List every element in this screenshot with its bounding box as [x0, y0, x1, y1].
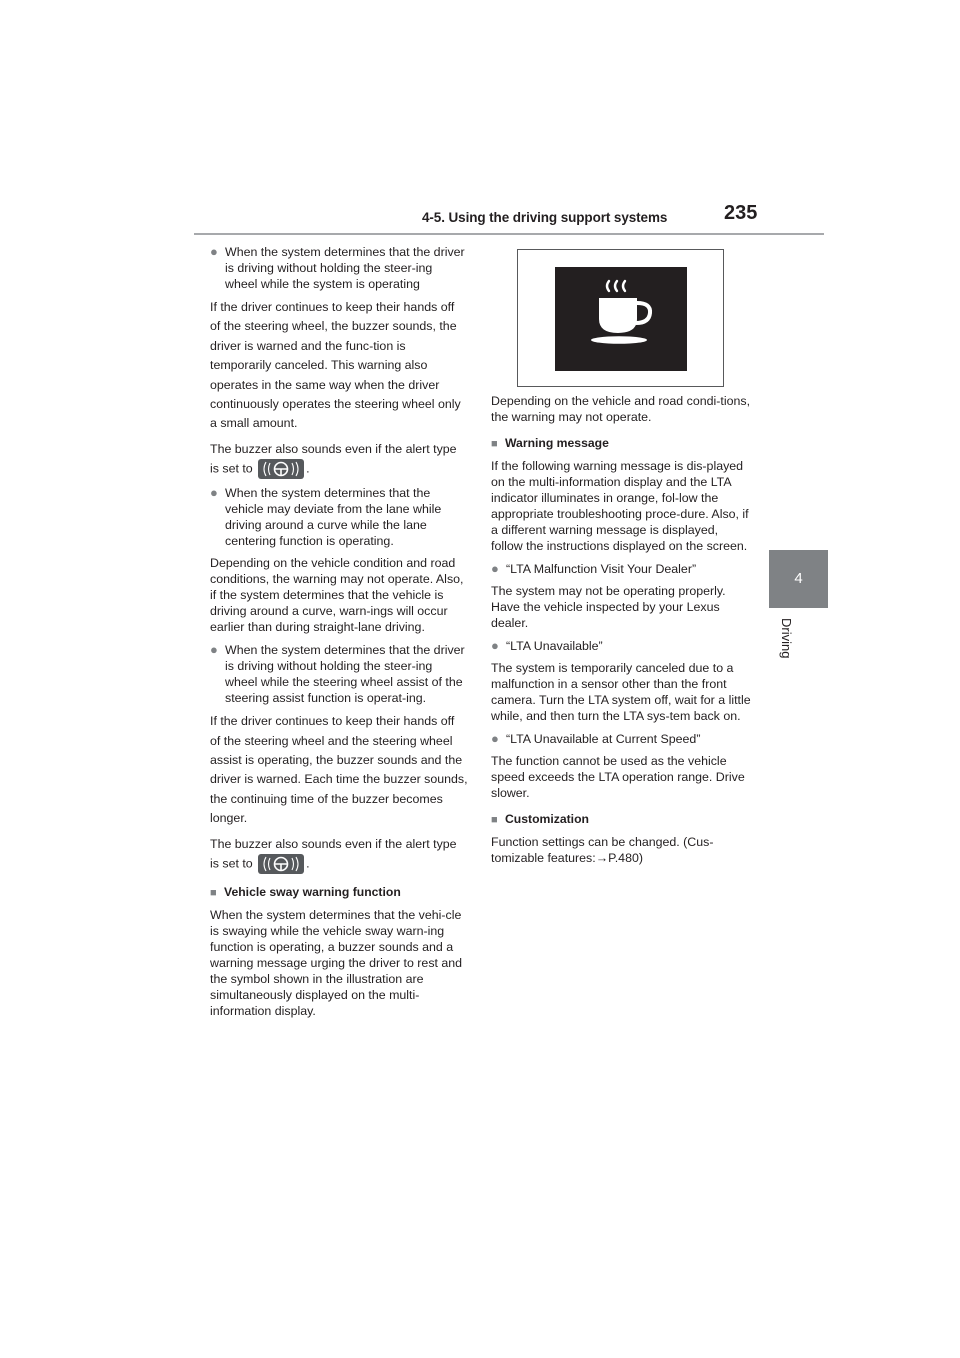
paragraph: The function cannot be used as the vehicle speed exceeds the LTA operation range. Drive slower.	[491, 754, 745, 800]
warning-display	[555, 267, 687, 371]
square-bullet-icon: ■	[491, 438, 498, 450]
bullet-icon: ●	[210, 642, 218, 658]
page-reference-link[interactable]: P.480)	[608, 851, 643, 865]
steering-wheel-vibration-icon	[258, 854, 304, 874]
bullet-item: ● When the system determines that the driver is driving without holding the steer-ing wheel while the steering wheel assist of the steering assist function is operat-ing.	[210, 642, 465, 706]
bullet-item: ● “LTA Unavailable”	[491, 638, 603, 653]
steering-wheel-vibration-icon	[258, 459, 304, 479]
bullet-icon: ●	[491, 638, 499, 653]
bullet-icon: ●	[491, 731, 499, 746]
bullet-item: ● “LTA Malfunction Visit Your Dealer”	[491, 561, 697, 576]
paragraph: Function settings can be changed. (Cus-tomizable features:→P.480)	[491, 835, 714, 865]
chapter-tab[interactable]: 4	[769, 550, 828, 608]
figure-frame	[517, 249, 724, 387]
paragraph: If the following warning message is dis-played on the multi-information display and the LTA indicator illuminates in orange, fol-low the appropriate troubleshooting proce-dure. Also, if a different warning message is displayed, follow the instructions displayed on the screen.	[491, 459, 749, 553]
paragraph: The buzzer also sounds even if the alert type is set to .	[210, 835, 468, 874]
paragraph: Depending on the vehicle and road condi-tions, the warning may not operate.	[491, 394, 751, 424]
square-bullet-icon: ■	[491, 814, 498, 826]
subheading: ■ Customization	[491, 812, 589, 826]
arrow-icon: →	[595, 851, 609, 865]
paragraph: The system may not be operating properly. Have the vehicle inspected by your Lexus dealer.	[491, 584, 726, 630]
section-title: 4-5. Using the driving support systems	[422, 210, 668, 225]
paragraph: When the system determines that the vehi-cle is swaying while the vehicle sway warn-ing function is operating, a buzzer sounds and a warning message urging the driver to rest and the symbol shown in the illustration are simultaneously displayed on the multi-information display.	[210, 908, 463, 1019]
subheading: ■ Warning message	[491, 436, 609, 450]
chapter-label: Driving	[779, 618, 794, 659]
square-bullet-icon: ■	[210, 887, 217, 900]
paragraph: Depending on the vehicle condition and road conditions, the warning may not operate. Also, if the system determines that the vehicle is driving around a curve, warn-ings will occur earlier than during straight-lane driving.	[210, 556, 464, 635]
paragraph: The buzzer also sounds even if the alert type is set to .	[210, 440, 468, 479]
page-number: 235	[724, 202, 758, 224]
bullet-icon: ●	[210, 244, 218, 259]
paragraph: If the driver continues to keep their hands off of the steering wheel, the buzzer sounds, the driver is warned and the func-tion is temporarily canceled. This warning also operates in the same way when the driver continuously operates the steering wheel only a small amount.	[210, 300, 461, 431]
subheading: ■ Vehicle sway warning function	[210, 885, 401, 900]
bullet-item: ● When the system determines that the driver is driving without holding the steer-ing wheel while the system is operating	[210, 244, 465, 291]
left-column	[210, 244, 468, 1026]
paragraph: If the driver continues to keep their hands off of the steering wheel and the steering wheel assist is operating, the buzzer sounds and the driver is warned. Each time the buzzer sounds, the continuing time of the buzzer becomes longer.	[210, 714, 468, 826]
coffee-cup-icon	[555, 267, 687, 371]
bullet-item: ● When the system determines that the vehicle may deviate from the lane while driving around a curve while the lane centering function is operating.	[210, 485, 442, 549]
bullet-icon: ●	[491, 561, 499, 576]
right-column	[491, 393, 753, 873]
bullet-item: ● “LTA Unavailable at Current Speed”	[491, 731, 701, 746]
header-divider	[194, 233, 824, 235]
bullet-icon: ●	[210, 485, 218, 501]
paragraph: The system is temporarily canceled due to a malfunction in a sensor other than the front camera. Turn the LTA system off, wait for a little while, and then turn the LTA sys-tem back on.	[491, 661, 751, 723]
